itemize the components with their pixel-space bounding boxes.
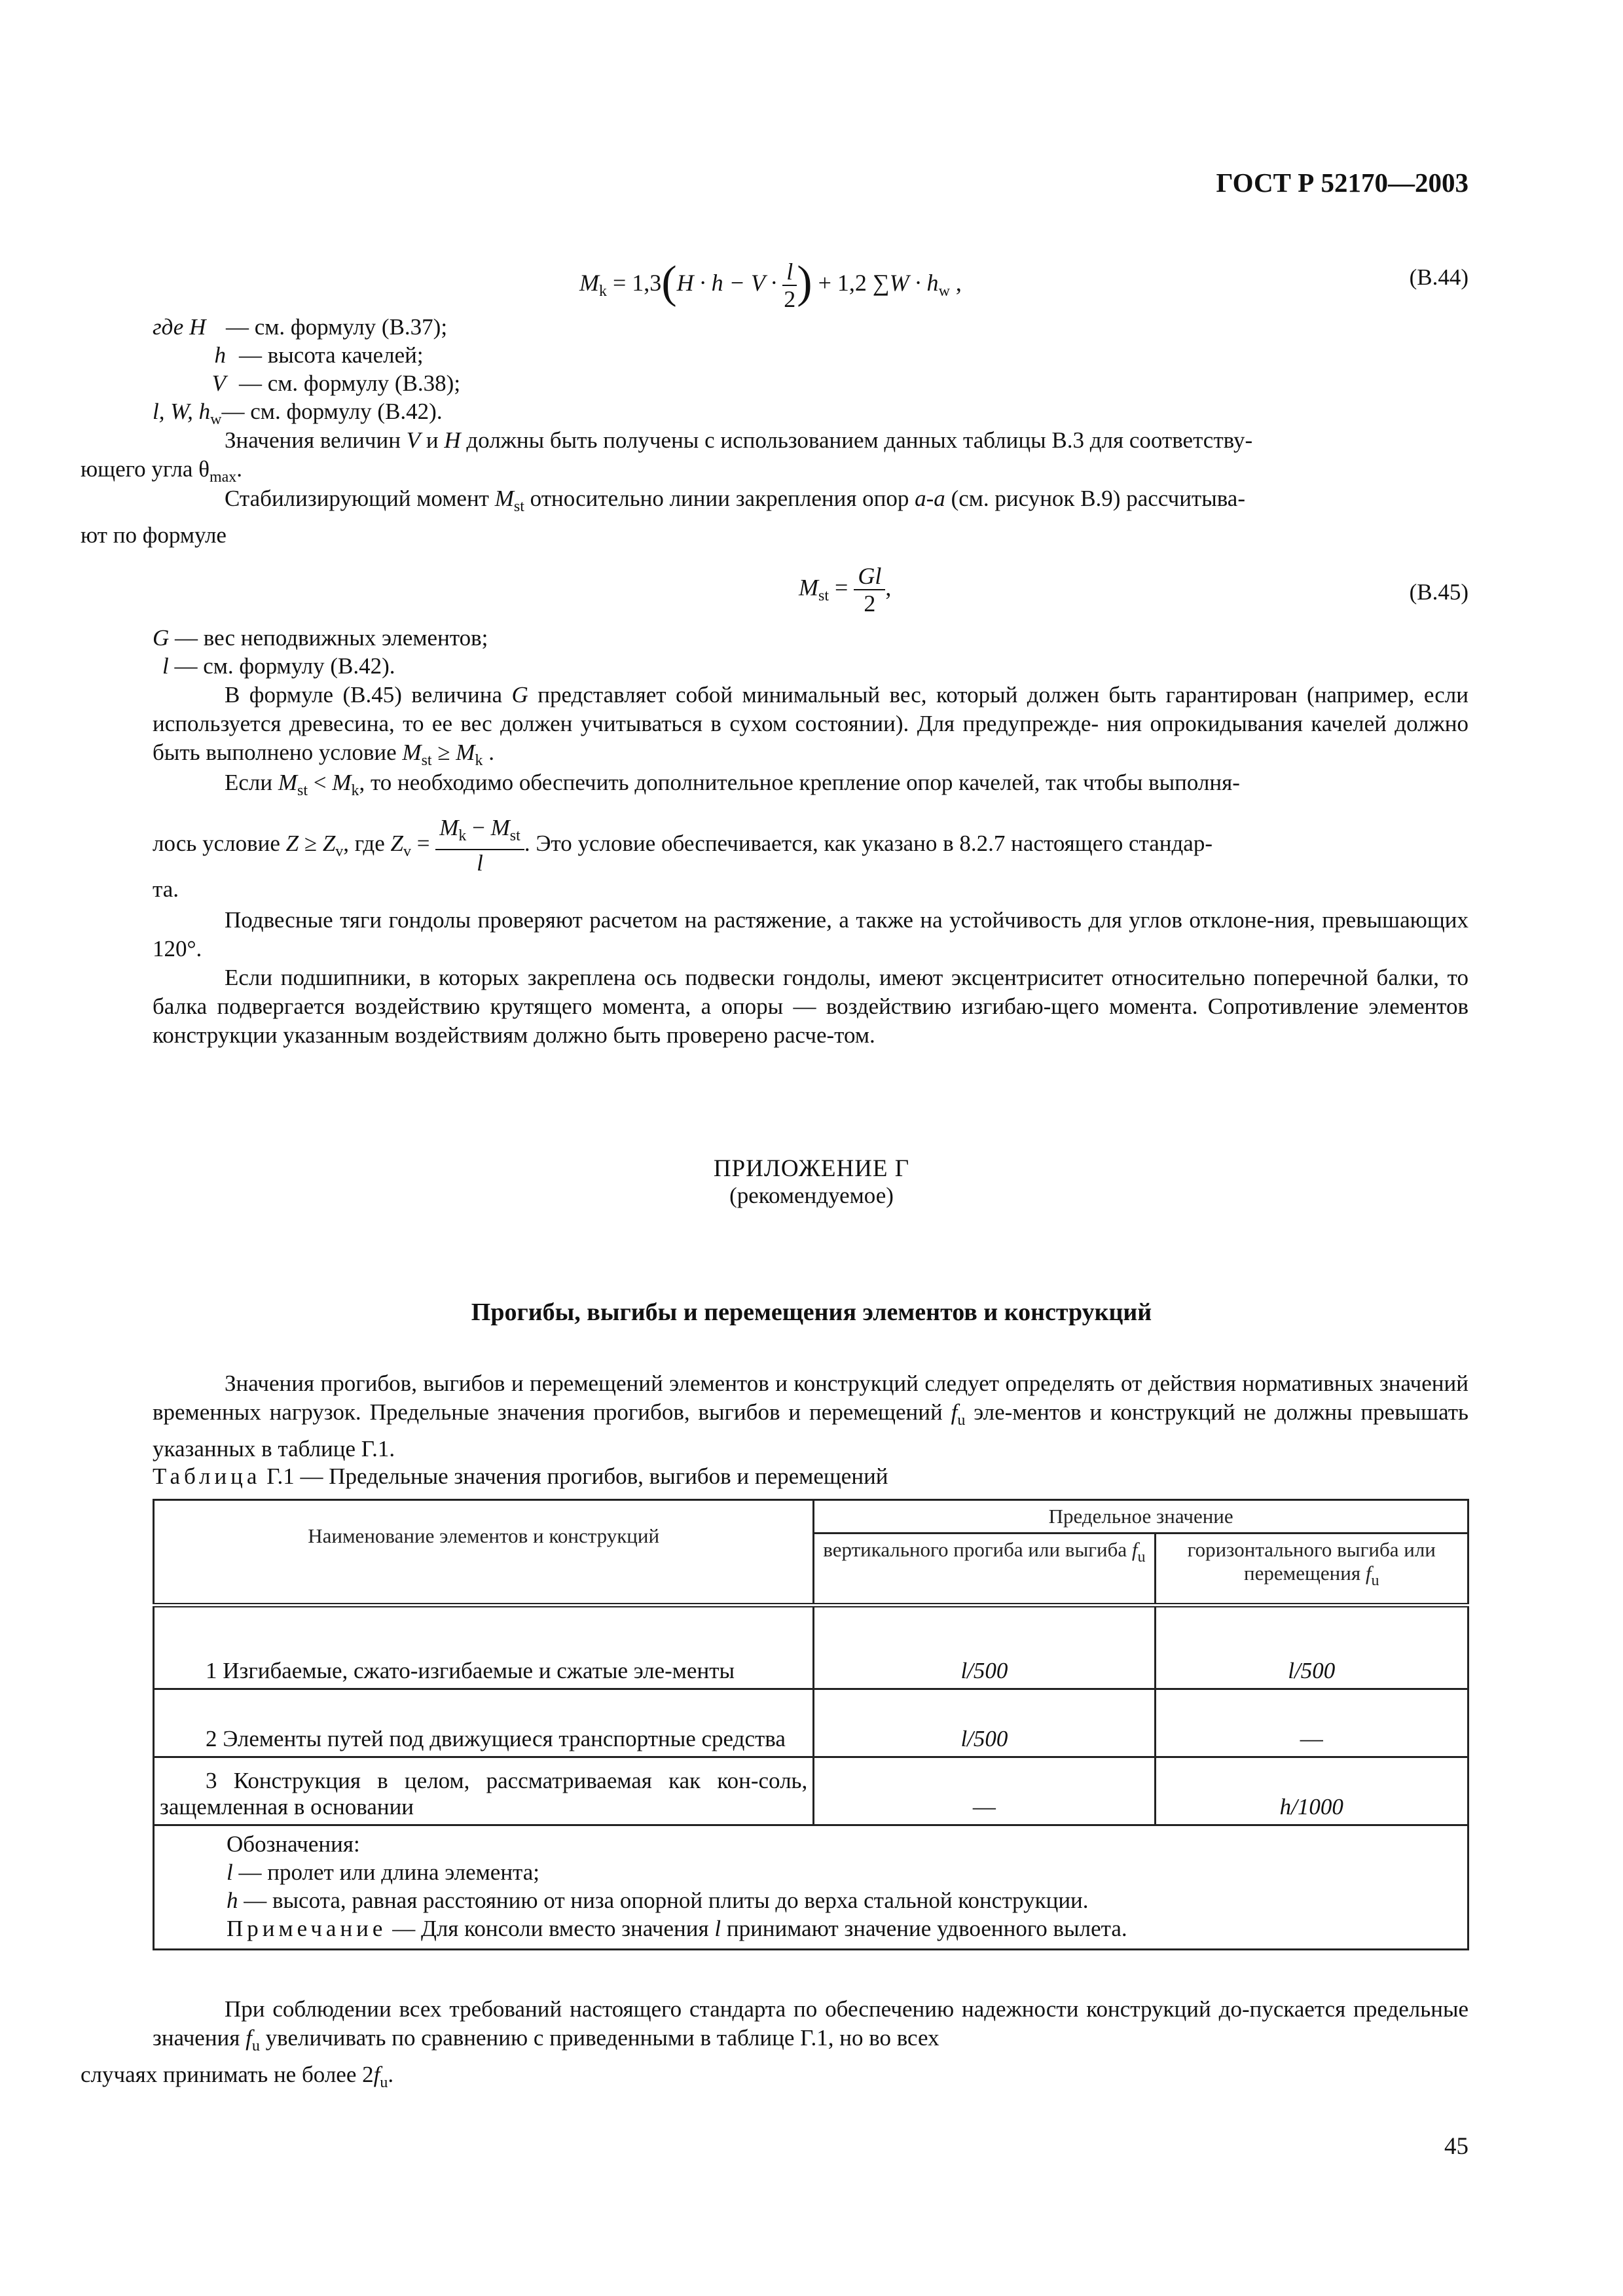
eq-whw: W · h bbox=[889, 270, 939, 296]
p4-zv-formula-sub: v bbox=[403, 843, 411, 861]
legend-l bbox=[162, 652, 395, 681]
header-limit-value: Предельное значение bbox=[814, 1500, 1468, 1534]
equation-number-b45: (В.45) bbox=[1409, 579, 1468, 605]
table-row bbox=[154, 1605, 1468, 1689]
header-horizontal-f: f bbox=[1365, 1562, 1372, 1585]
p4-a: Если bbox=[225, 770, 278, 795]
eq45-frac bbox=[854, 563, 885, 617]
p1-d: ющего угла θ bbox=[81, 456, 210, 482]
legend-h-sym: где H bbox=[153, 314, 206, 340]
p4-c: лось условие bbox=[153, 831, 286, 857]
eq45-eq: = bbox=[829, 574, 854, 601]
p1-h: H bbox=[444, 427, 461, 453]
p3-c: ния опрокидывания качелей должно быть выполнено условие bbox=[153, 711, 1468, 765]
legend-v-sym: V bbox=[211, 370, 226, 396]
p3-d: . bbox=[483, 740, 494, 765]
p1-v: V bbox=[406, 427, 421, 453]
appendix-title: ПРИЛОЖЕНИЕ Г bbox=[713, 1155, 910, 1182]
p4-z: Z bbox=[285, 831, 299, 857]
paragraph-condition-line2 bbox=[153, 815, 1468, 876]
p4-m2-sub: k bbox=[351, 782, 359, 799]
header-horizontal-text: горизонтального выгиба или перемещения bbox=[1187, 1538, 1436, 1585]
eq45-den: 2 bbox=[864, 590, 876, 617]
p3-m2: M bbox=[456, 740, 475, 765]
table-notes bbox=[154, 1825, 1468, 1950]
header-vertical bbox=[814, 1534, 1155, 1605]
p8-c: случаях принимать не более 2 bbox=[81, 2062, 374, 2087]
p4-lt: < bbox=[308, 770, 333, 795]
legend-lwh-sym: l, W, h bbox=[153, 399, 211, 424]
eq-frac-l2 bbox=[782, 259, 797, 312]
p4-num-mst: M bbox=[490, 815, 510, 840]
header-vertical-text: вертикального прогиба или выгиба bbox=[823, 1538, 1132, 1561]
appendix-heading: Прогибы, выгибы и перемещения элементов и конструкций bbox=[471, 1299, 1152, 1326]
legend-g-text: — вес неподвижных элементов; bbox=[169, 625, 488, 651]
legend-l-text: — см. формулу (В.42). bbox=[168, 653, 395, 679]
eq-frac-l2-num: l bbox=[782, 259, 797, 286]
p8-f-sub: u bbox=[251, 2037, 260, 2054]
p8-b: увеличивать по сравнению с приведенными в таблице Г.1, но во всех bbox=[259, 2025, 939, 2051]
paragraph-condition-mst bbox=[153, 768, 1468, 805]
remark-l: l bbox=[714, 1916, 721, 1941]
legend-h-text: — см. формулу (В.37); bbox=[226, 314, 448, 340]
p3-b: представляет собой минимальный вес, который должен быть гарантирован (например, если используется древесина, то ее вес должен учитываться в сухом состоянии). Для предупрежде- bbox=[153, 682, 1468, 736]
p3-m2-sub: k bbox=[475, 752, 483, 769]
remark-b: принимают значение удвоенного вылета. bbox=[721, 1916, 1127, 1941]
p4-num-mk-sub: k bbox=[458, 827, 467, 844]
p4-num-minus: − bbox=[466, 815, 491, 840]
p8-f: f bbox=[246, 2025, 252, 2051]
eq-coef1: = 1,3 bbox=[607, 270, 662, 296]
paragraph-deflections bbox=[153, 1369, 1468, 1463]
p4-frac-num bbox=[435, 815, 524, 850]
p4-zv: Z bbox=[322, 831, 336, 857]
eq-whw-sub: w bbox=[938, 283, 950, 300]
p4-m2: M bbox=[332, 770, 352, 795]
row3-name: 3 Конструкция в целом, рассматриваемая как кон-соль, защемленная в основании bbox=[154, 1757, 814, 1825]
legend-lwh-text: — см. формулу (В.42). bbox=[221, 399, 443, 424]
legend-g bbox=[153, 624, 488, 653]
paragraph-stabilizing-moment bbox=[81, 484, 1468, 550]
equation-number-b44: (В.44) bbox=[1409, 264, 1468, 290]
p3-g: G bbox=[511, 682, 528, 708]
eq-hh-v: H · h − V · bbox=[676, 270, 783, 296]
appendix-subtitle: (рекомендуемое) bbox=[729, 1183, 894, 1208]
limits-table bbox=[153, 1499, 1469, 1950]
row1-vertical: l/500 bbox=[814, 1605, 1155, 1689]
header-vertical-f: f bbox=[1131, 1538, 1138, 1561]
remark bbox=[227, 1914, 1462, 1943]
header-horizontal-f-sub: u bbox=[1371, 1572, 1379, 1589]
p2-a: Стабилизирующий момент bbox=[225, 486, 495, 511]
row2-name: 2 Элементы путей под движущиеся транспортные средства bbox=[154, 1689, 814, 1757]
note-h-text: — высота, равная расстоянию от низа опорной плиты до верха стальной конструкции. bbox=[238, 1888, 1089, 1913]
p4-m1-sub: st bbox=[297, 782, 308, 799]
p2-c: (см. рисунок В.9) рассчитыва- bbox=[945, 486, 1245, 511]
p4-ge: ≥ bbox=[299, 831, 323, 857]
p4-frac-den: l bbox=[477, 850, 483, 876]
legend-v-text: — см. формулу (В.38); bbox=[239, 370, 461, 396]
legend-lwh-sub: w bbox=[210, 411, 222, 428]
header-horizontal bbox=[1155, 1534, 1468, 1605]
legend-hh-sym: h bbox=[214, 342, 226, 368]
p8-f2-sub: u bbox=[380, 2074, 388, 2091]
table-caption bbox=[153, 1463, 888, 1490]
p2-m-sub: st bbox=[513, 498, 524, 515]
note-h bbox=[227, 1886, 1462, 1914]
eq45-comma: , bbox=[885, 574, 892, 601]
table-caption-label: Таблица bbox=[153, 1463, 261, 1489]
row1-horizontal: l/500 bbox=[1155, 1605, 1468, 1689]
p4-frac bbox=[435, 815, 524, 876]
eq45-m-sub: st bbox=[818, 587, 830, 605]
p7-f: f bbox=[951, 1399, 958, 1425]
p1-c: должны быть получены с использованием данных таблицы В.3 для соответству- bbox=[460, 427, 1253, 453]
eq-mk: M bbox=[579, 270, 599, 296]
paragraph-limits-increase bbox=[81, 1995, 1468, 2097]
p1-d-sub: max bbox=[209, 469, 237, 486]
paragraph-bearings: Если подшипники, в которых закреплена ось подвески гондолы, имеют эксцентриситет относительно поперечной балки, то балка подвергается воздействию крутящего момента, а опоры — воздействию изгибаю-щего момента. Сопротивление элементов конструкции указанным воздействиям должно быть проверено расче-том. bbox=[153, 965, 1468, 1048]
header-name: Наименование элементов и конструкций bbox=[154, 1500, 814, 1605]
p8-a: При соблюдении всех требований настоящего стандарта по обеспечению надежности конструкций до-пускается предельные значения bbox=[153, 1996, 1468, 2051]
table-caption-text: Г.1 — Предельные значения прогибов, выгибов и перемещений bbox=[261, 1463, 888, 1489]
eq45-num: Gl bbox=[854, 563, 885, 590]
p3-m1: M bbox=[402, 740, 422, 765]
eq-paren-open: ( bbox=[661, 257, 677, 308]
remark-a: — Для консоли вместо значения bbox=[386, 1916, 715, 1941]
legend-hh bbox=[153, 341, 424, 370]
p3-ge: ≥ bbox=[431, 740, 456, 765]
p4-f: та. bbox=[153, 876, 179, 902]
p8-f2: f bbox=[373, 2062, 380, 2087]
page-number: 45 bbox=[1444, 2133, 1468, 2160]
row2-vertical: l/500 bbox=[814, 1689, 1155, 1757]
p3-m1-sub: st bbox=[421, 752, 432, 769]
p4-m1: M bbox=[278, 770, 298, 795]
p7-f-sub: u bbox=[957, 1412, 966, 1429]
header-vertical-f-sub: u bbox=[1137, 1549, 1146, 1566]
p1-b: и bbox=[420, 427, 445, 453]
legend-v bbox=[153, 369, 460, 398]
p7-b: эле-ментов и конструкций не должны превышать указанных в таблице Г.1. bbox=[153, 1399, 1468, 1462]
equation-b45 bbox=[799, 563, 891, 617]
table-row bbox=[154, 1757, 1468, 1825]
paragraph-formula-b45 bbox=[153, 681, 1468, 775]
row2-horizontal: — bbox=[1155, 1689, 1468, 1757]
legend-g-sym: G bbox=[153, 625, 170, 651]
notes-title: Обозначения: bbox=[227, 1831, 360, 1857]
eq-coef2: + 1,2 ∑ bbox=[812, 270, 890, 296]
eq-mk-sub: k bbox=[599, 283, 607, 300]
equation-b44 bbox=[579, 257, 962, 312]
table-row bbox=[154, 1689, 1468, 1757]
p4-zv-sub: v bbox=[335, 843, 344, 861]
p2-m: M bbox=[494, 486, 514, 511]
p2-d: ют по формуле bbox=[81, 522, 227, 548]
p4-num-mst-sub: st bbox=[509, 827, 520, 844]
p4-formula-eq: = bbox=[410, 831, 436, 857]
legend-hh-text: — высота качелей; bbox=[239, 342, 424, 368]
p7-a: Значения прогибов, выгибов и перемещений элементов и конструкций следует определять от действия нормативных значений временных нагрузок. Предельные значения прогибов, выгибов и перемещений bbox=[153, 1371, 1468, 1425]
paragraph-suspension: Подвесные тяги гондолы проверяют расчетом на растяжение, а также на устойчивость для углов отклоне-ния, превышающих 120°. bbox=[153, 907, 1468, 961]
p4-zv-formula: Z bbox=[390, 831, 403, 857]
p4-d: , где bbox=[343, 831, 391, 857]
row3-horizontal: h/1000 bbox=[1155, 1757, 1468, 1825]
legend-h bbox=[153, 313, 447, 342]
p8-d: . bbox=[388, 2062, 394, 2087]
eq45-m: M bbox=[799, 574, 818, 601]
paragraph-condition-line3 bbox=[153, 876, 179, 903]
row1-name: 1 Изгибаемые, сжато-изгибаемые и сжатые эле-менты bbox=[154, 1605, 814, 1689]
p3-a: В формуле (В.45) величина bbox=[225, 682, 512, 708]
p1-a: Значения величин bbox=[225, 427, 407, 453]
eq-paren-close: ) bbox=[797, 257, 812, 308]
note-l-text: — пролет или длина элемента; bbox=[232, 1859, 540, 1885]
note-l-sym: l bbox=[227, 1859, 233, 1885]
document-id: ГОСТ Р 52170—2003 bbox=[1216, 168, 1468, 198]
p1-e: . bbox=[236, 456, 243, 482]
legend-l-sym: l bbox=[162, 653, 169, 679]
row3-vertical: — bbox=[814, 1757, 1155, 1825]
p4-num-mk: M bbox=[439, 815, 459, 840]
p4-e: . Это условие обеспечивается, как указано в 8.2.7 настоящего стандар- bbox=[524, 831, 1213, 857]
note-h-sym: h bbox=[227, 1888, 238, 1913]
remark-label: Примечание bbox=[227, 1916, 387, 1941]
eq-comma: , bbox=[949, 270, 962, 296]
p2-aa: а-а bbox=[915, 486, 945, 511]
note-l bbox=[227, 1858, 1462, 1886]
p4-b: , то необходимо обеспечить дополнительное крепление опор качелей, так чтобы выполня- bbox=[359, 770, 1240, 795]
eq-frac-l2-den: 2 bbox=[784, 285, 796, 312]
p2-b: относительно линии закрепления опор bbox=[524, 486, 915, 511]
